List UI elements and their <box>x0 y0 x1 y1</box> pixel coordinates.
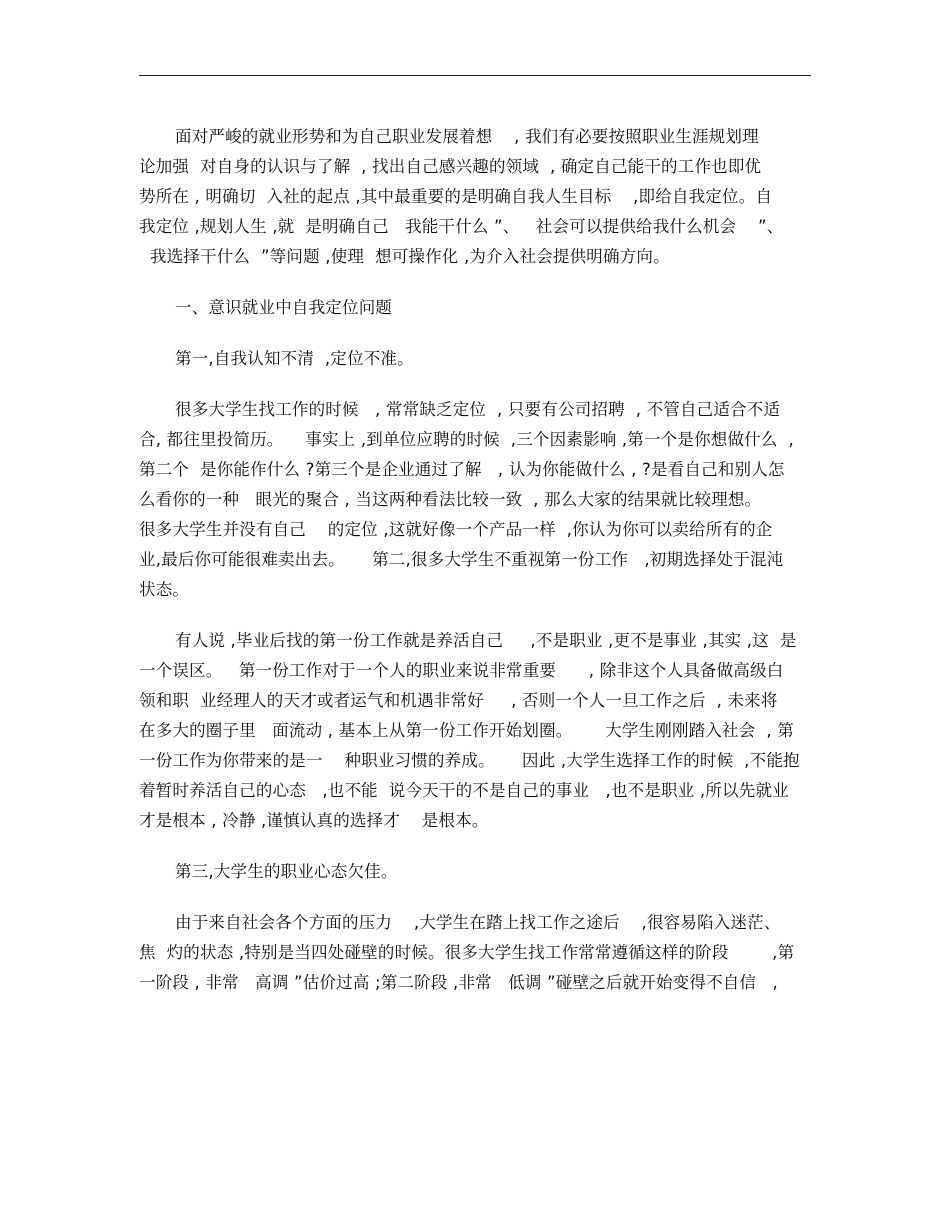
text-line: 一份工作为你带来的是一 种职业习惯的养成。 因此 ,大学生选择工作的时候 ,不能抱 <box>139 751 800 770</box>
text-line: 论加强 对自身的认识与了解 , 找出自己感兴趣的领域 , 确定自己能干的工作也即优 <box>139 157 762 176</box>
paragraph-positioning <box>139 395 815 605</box>
header-rule <box>139 75 811 76</box>
document-body <box>139 122 815 1019</box>
text-line: 么看你的一种 眼光的聚合 , 当这两种看法比较一致 , 那么大家的结果就比较理想。 <box>139 490 762 509</box>
text-line: 有人说 ,毕业后找的第一份工作就是养活自己 ,不是职业 ,更不是事业 ,其实 ,这 是 <box>175 631 797 650</box>
text-line: 领和职 业经理人的天才或者运气和机遇非常好 , 否则一个人一旦工作之后 , 未来将 <box>139 691 778 710</box>
text-line: 业,最后你可能很难卖出去。 第二,很多大学生不重视第一份工作 ,初期选择处于混沌 <box>139 550 784 569</box>
text-line: 在多大的圈子里 面流动 , 基本上从第一份工作开始划圈。 大学生刚刚踏入社会 , 第 <box>139 721 794 740</box>
text-line: 焦 灼的状态 ,特别是当四处碰壁的时候。很多大学生找工作常常遵循这样的阶段 ,第 <box>139 943 795 962</box>
text-line: 由于来自社会各个方面的压力 ,大学生在踏上找工作之途后 ,很容易陷入迷茫、 <box>175 913 781 932</box>
text-line: 一个误区。 第一份工作对于一个人的职业来说非常重要 , 除非这个人具备做高级白 <box>139 661 784 680</box>
subheading-text: 第三,大学生的职业心态欠佳。 <box>175 862 398 881</box>
text-line: 一阶段 , 非常 高调 ”估价过高 ;第二阶段 ,非常 低调 ”碰壁之后就开始变得不自信 , <box>139 973 778 992</box>
text-line: 我选择干什么 ”等问题 ,使理 想可操作化 ,为介入社会提供明确方向。 <box>139 247 670 266</box>
text-line: 我定位 ,规划人生 ,就 是明确自己 我能干什么 ”、 社会可以提供给我什么机会 ”、 <box>139 217 784 236</box>
text-line: 第二个 是你能作什么 ?第三个是企业通过了解 , 认为你能做什么 , ?是看自己和别人怎 <box>139 460 785 479</box>
text-line: 势所在 , 明确切 入社的起点 ,其中最重要的是明确自我人生目标 ,即给自我定位。自 <box>139 187 773 206</box>
paragraph-mindset <box>139 908 815 998</box>
text-line: 才是根本 , 冷静 ,谨慎认真的选择才 是根本。 <box>139 811 489 830</box>
paragraph-first-job <box>139 626 815 836</box>
subheading-text: 第一,自我认知不清 ,定位不准。 <box>175 349 414 368</box>
text-line: 合, 都往里投简历。 事实上 ,到单位应聘的时候 ,三个因素影响 ,第一个是你想做什么 , <box>139 430 794 449</box>
section-heading <box>139 293 815 323</box>
subheading-first <box>139 344 815 374</box>
paragraph-intro <box>139 122 815 272</box>
heading-text: 一、意识就业中自我定位问题 <box>175 298 393 317</box>
text-line: 面对严峻的就业形势和为自己职业发展着想 , 我们有必要按照职业生涯规划理 <box>175 127 759 146</box>
text-line: 状态。 <box>139 580 190 599</box>
text-line: 很多大学生并没有自己 的定位 ,这就好像一个产品一样 ,你认为你可以卖给所有的企 <box>139 520 773 539</box>
subheading-third <box>139 857 815 887</box>
text-line: 很多大学生找工作的时候 , 常常缺乏定位 , 只要有公司招聘 , 不管自己适合不适 <box>175 400 781 419</box>
text-line: 着暂时养活自己的心态 ,也不能 说今天干的不是自己的事业 ,也不是职业 ,所以先就业 <box>139 781 789 800</box>
